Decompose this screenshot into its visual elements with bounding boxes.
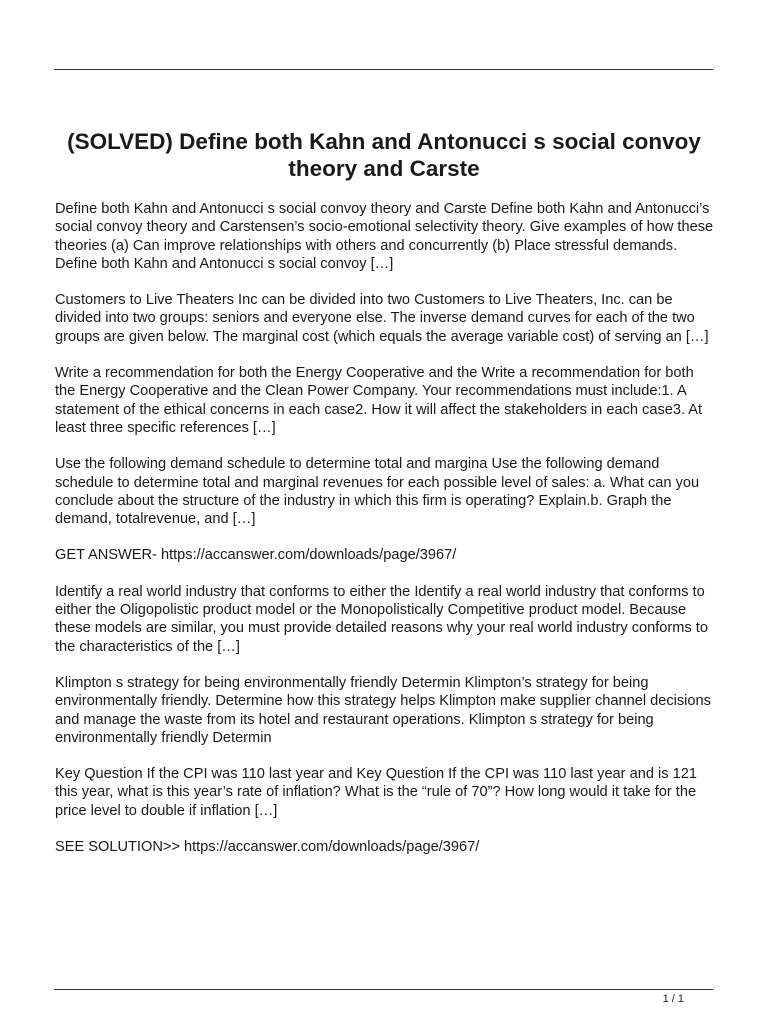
paragraph-energy-cooperative: Write a recommendation for both the Energy Cooperative and the Write a recommendation for both the Energy Cooperative and the Clean Power Company. Your recommendations must include:1. A statement of the ethical concerns in each case2. How it will affect the stakeholders in each case3. At least three specific references […] xyxy=(55,365,703,436)
paragraph-cpi-question: Key Question If the CPI was 110 last year and Key Question If the CPI was 110 last year and is 121 this year, what is this year’s rate of inflation? What is the “rule of 70”? How long would it take for the price level to double if inflation […] xyxy=(55,766,697,819)
paragraph-klimpton-strategy: Klimpton s strategy for being environmentally friendly Determin Klimpton’s strategy for being environmentally friendly. Determine how this strategy helps Klimpton make supplier channel decisions and manage the waste from its hotel and restaurant operations. Klimpton s strategy for being environmentally friendly Determin xyxy=(55,674,711,746)
page-number: 1 / 1 xyxy=(662,993,684,1005)
document-body xyxy=(55,200,717,874)
see-solution-link[interactable]: SEE SOLUTION>> https://accanswer.com/downloads/page/3967/ xyxy=(55,839,480,856)
paragraph-social-convoy: Define both Kahn and Antonucci s social convoy theory and Carste Define both Kahn and Antonucci’s social convoy theory and Carstensen’s socio-emotional selectivity theory. Give examples of how these theories (a) Can improve relationships with others and concurrently (b) Place stressful demands. Define both Kahn and Antonucci s social convoy […] xyxy=(55,201,714,272)
footer-rule xyxy=(54,989,713,990)
get-answer-link[interactable]: GET ANSWER- https://accanswer.com/downloads/page/3967/ xyxy=(55,547,457,564)
paragraph-demand-schedule: Use the following demand schedule to determine total and margina Use the following demand schedule to determine total and marginal revenues for each possible level of sales: a. What can you conclude about the structure of the industry in which this firm is operating? Explain.b. Graph the demand, totalrevenue, and […] xyxy=(55,456,700,528)
paragraph-live-theaters: Customers to Live Theaters Inc can be divided into two Customers to Live Theaters, Inc. can be divided into two groups: seniors and everyone else. The inverse demand curves for each of the two groups are given below. The marginal cost (which equals the average variable cost) of serving an […] xyxy=(55,292,709,345)
paragraph-real-world-industry: Identify a real world industry that conforms to either the Identify a real world industry that conforms to either the Oligopolistic product model or the Monopolistically Competitive product model. Because these models are similar, you must provide detailed reasons why your real world industry conforms to the characteristics of the […] xyxy=(55,583,708,655)
header-rule xyxy=(54,69,713,70)
document-title: (SOLVED) Define both Kahn and Antonucci s social convoy theory and Carste xyxy=(67,129,701,181)
